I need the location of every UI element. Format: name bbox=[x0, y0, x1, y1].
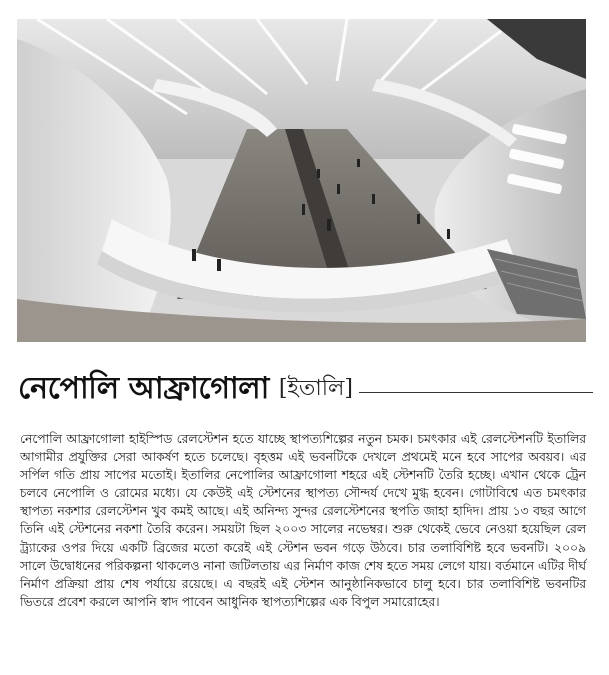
article-headline bbox=[18, 367, 593, 411]
article-body: নেপোলি আফ্রাগোলা হাইস্পিড রেলস্টেশন হতে যাচ্ছে স্থাপত্যশিল্পের নতুন চমক। চমৎকার এই রেলস্টেশনটি ইতালির আগামীর প্রযুক্তির সেরা আকর্ষণ হতে চলেছে। বৃহত্তম এই ভবনটিকে দেখলে প্রথমেই মনে হবে সাপের অবয়ব। এর সর্পিল গতি প্রায় সাপের মতোই। ইতালির নেপোলির আফ্রাগোলা শহরে এই স্টেশনটি তৈরি হচ্ছে। এখান থেকে ট্রেন চলবে নেপোলি ও রোমের মধ্যে। যে কেউই এই স্টেশনের স্থাপত্য সৌন্দর্য দেখে মুগ্ধ হবেন। গোটাবিশ্বে এত চমৎকার স্থাপত্য নকশার রেলস্টেশন খুব কমই আছে। এই অনিন্দ্য সুন্দর রেলস্টেশনের স্থপতি জাহা হাদিদ। প্রায় ১৩ বছর আগে তিনি এই স্টেশনের নকশা তৈরি করেন। সময়টা ছিল ২০০৩ সালের নভেম্বর। শুরু থেকেই ভেবে নেওয়া হয়েছিল রেল ট্র্যাকের ওপর দিয়ে একটি ব্রিজের মতো করেই এই স্টেশন ভবন গড়ে উঠবে। চার তলাবিশিষ্ট হবে ভবনটি। ২০০৯ সালে উদ্বোধনের পরিকল্পনা থাকলেও নানা জটিলতায় এর নির্মাণ কাজ শেষ হতে সময় লেগে যায়। বর্তমানে এটির দীর্ঘ নির্মাণ প্রক্রিয়া প্রায় শেষ পর্যায়ে রয়েছে। এ বছরই এই স্টেশন আনুষ্ঠানিকভাবে চালু হবে। চার তলাবিশিষ্ট ভবনটির ভিতরে প্রবেশ করলে আপনি স্বাদ পাবেন আধুনিক স্থাপত্যশিল্পের এক বিপুল সমারোহের। bbox=[20, 432, 586, 609]
article-title: নেপোলি আফ্রাগোলা bbox=[18, 370, 269, 406]
station-interior-photo bbox=[17, 19, 586, 342]
country-tag: [ইতালি] bbox=[278, 375, 354, 401]
headline-rule bbox=[359, 392, 593, 393]
